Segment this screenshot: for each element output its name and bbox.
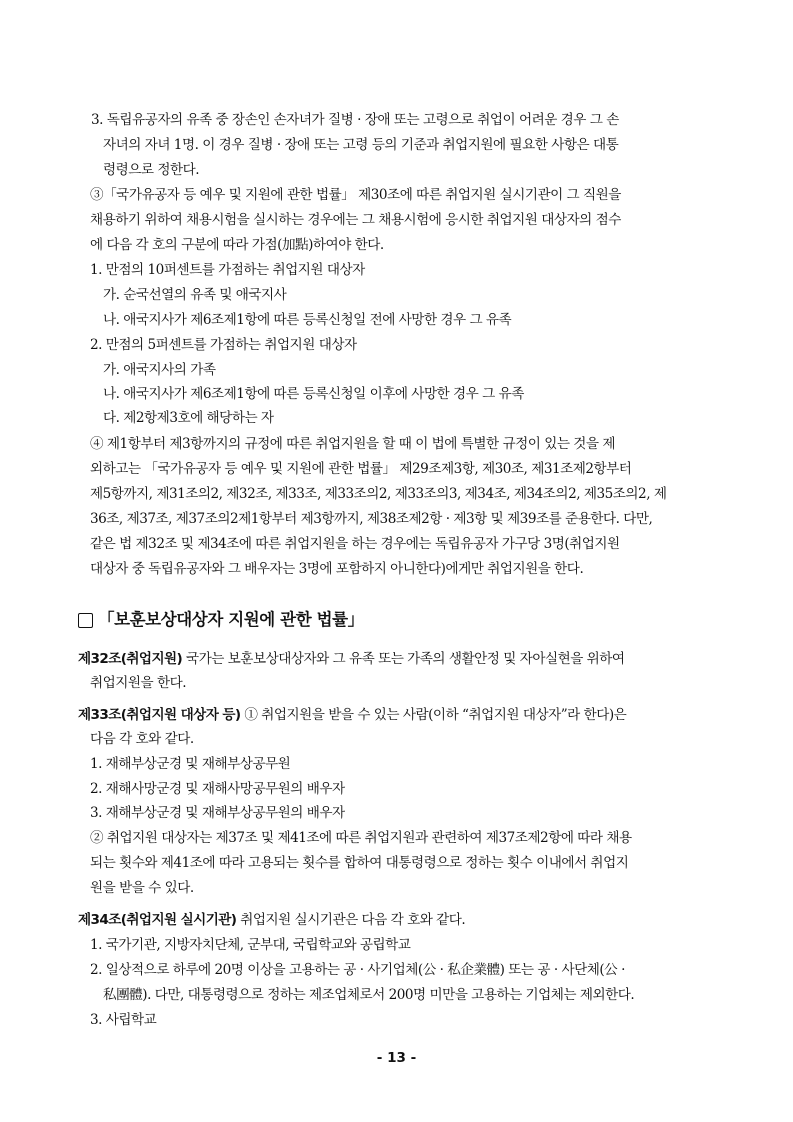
list-subitem: 다. 제2항제3호에 해당하는 자 (103, 410, 274, 426)
text-line: 다음 각 호와 같다. (90, 731, 194, 747)
text-line: 3. 독립유공자의 유족 중 장손인 손자녀가 질병 · 장애 또는 고령으로 취업이 어려운 경우 그 손 (91, 112, 619, 128)
article-33-text: ① 취업지원을 받을 수 있는 사람(이하 “취업지원 대상자”라 한다)은 (240, 707, 627, 723)
article-32-title: 제32조(취업지원) (78, 651, 183, 667)
list-subitem: 나. 애국지사가 제6조제1항에 따른 등록신청일 전에 사망한 경우 그 유족 (103, 312, 512, 328)
list-item: 1. 만점의 10퍼센트를 가점하는 취업지원 대상자 (90, 262, 365, 278)
text-line: 대상자 중 독립유공자와 그 배우자는 3명에 포함하지 아니한다)에게만 취업지원을 한다. (90, 561, 584, 577)
article-32-text: 국가는 보훈보상대상자와 그 유족 또는 가족의 생활안정 및 자아실현을 위하여 (182, 651, 625, 667)
list-subitem: 나. 애국지사가 제6조제1항에 따른 등록신청일 이후에 사망한 경우 그 유족 (103, 386, 524, 402)
list-subitem: 가. 순국선열의 유족 및 애국지사 (103, 287, 287, 303)
text-line: 에 다음 각 호의 구분에 따라 가점(加點)하여야 한다. (90, 237, 384, 253)
list-item: 2. 만점의 5퍼센트를 가점하는 취업지원 대상자 (90, 337, 357, 353)
page-number: - 13 - (376, 1050, 417, 1066)
article-33 (78, 705, 626, 725)
article-33-title: 제33조(취업지원 대상자 등) (78, 707, 241, 723)
text-line: 제5항까지, 제31조의2, 제32조, 제33조, 제33조의2, 제33조의3, 제34조, 제34조의2, 제35조의2, 제 (90, 486, 667, 502)
text-line: 채용하기 위하여 채용시험을 실시하는 경우에는 그 채용시험에 응시한 취업지원 대상자의 점수 (90, 212, 621, 228)
text-line: 私團體). 다만, 대통령령으로 정하는 제조업체로서 200명 미만을 고용하는 기업체는 제외한다. (103, 987, 635, 1003)
text-line: ② 취업지원 대상자는 제37조 및 제41조에 따른 취업지원과 관련하여 제37조제2항에 따라 채용 (90, 830, 632, 846)
text-line: 원을 받을 수 있다. (90, 880, 194, 896)
section-heading (78, 608, 364, 632)
list-item: 3. 사립학교 (90, 1012, 157, 1028)
text-line: 자녀의 자녀 1명. 이 경우 질병 · 장애 또는 고령 등의 기준과 취업지원에 필요한 사항은 대통 (103, 137, 619, 153)
text-line: 36조, 제37조, 제37조의2제1항부터 제3항까지, 제38조제2항 · 제3항 및 제39조를 준용한다. 다만, (90, 511, 653, 527)
list-item: 1. 국가기관, 지방자치단체, 군부대, 국립학교와 공립학교 (90, 937, 411, 953)
list-subitem: 가. 애국지사의 가족 (103, 362, 216, 378)
section-heading-text: 「보훈보상대상자 지원에 관한 법률」 (98, 610, 364, 629)
article-34 (78, 910, 465, 930)
text-line: 취업지원을 한다. (90, 675, 187, 691)
article-32 (78, 649, 625, 669)
list-item: 3. 재해부상군경 및 재해부상공무원의 배우자 (90, 805, 345, 821)
checkbox-square-icon (78, 613, 93, 628)
article-34-title: 제34조(취업지원 실시기관) (78, 912, 237, 928)
text-line: 되는 횟수와 제41조에 따라 고용되는 횟수를 합하여 대통령령으로 정하는 횟수 이내에서 취업지 (90, 855, 629, 871)
text-line: 같은 법 제32조 및 제34조에 따른 취업지원을 하는 경우에는 독립유공자 가구당 3명(취업지원 (90, 536, 620, 552)
list-item: 2. 일상적으로 하루에 20명 이상을 고용하는 공 · 사기업체(公 · 私企業體) 또는 공 · 사단체(公 · (90, 962, 625, 978)
article-34-text: 취업지원 실시기관은 다음 각 호와 같다. (236, 912, 466, 928)
list-item: 1. 재해부상군경 및 재해부상공무원 (90, 756, 291, 772)
text-line: ③「국가유공자 등 예우 및 지원에 관한 법률」 제30조에 따른 취업지원 실시기관이 그 직원을 (90, 187, 621, 203)
text-line: ④ 제1항부터 제3항까지의 규정에 따른 취업지원을 할 때 이 법에 특별한 규정이 있는 것을 제 (90, 436, 615, 452)
text-line: 령령으로 정한다. (103, 162, 200, 178)
list-item: 2. 재해사망군경 및 재해사망공무원의 배우자 (90, 781, 345, 797)
text-line: 외하고는 「국가유공자 등 예우 및 지원에 관한 법률」 제29조제3항, 제30조, 제31조제2항부터 (90, 461, 632, 477)
